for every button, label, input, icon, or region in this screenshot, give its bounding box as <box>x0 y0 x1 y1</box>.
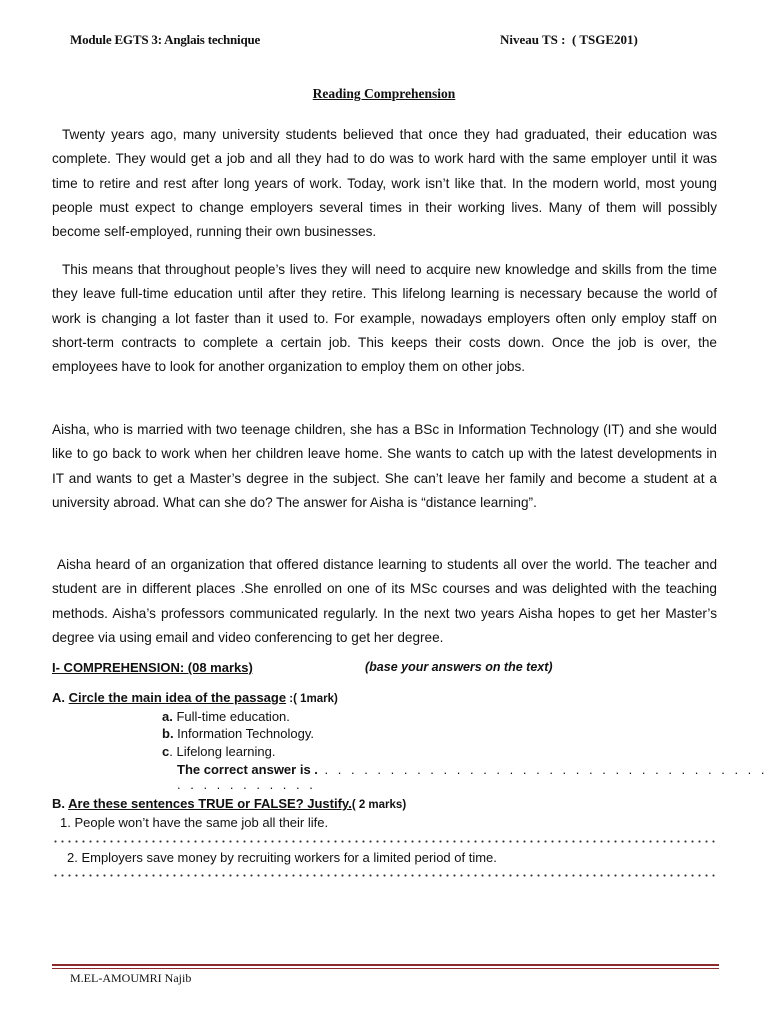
passage-paragraph-3: Aisha, who is married with two teenage children, she has a BSc in Information Technology (IT) and she would like to go back to work when her children leave home. She wants to catch up with the latest developments in IT and wants to get a Master’s degree in the subject. She can’t leave her family and become a student at a university abroad. What can she do? The answer for Aisha is “distance learning”. <box>52 422 717 510</box>
passage-paragraph-4: Aisha heard of an organization that offered distance learning to students all over the world. The teacher and student are in different places .She enrolled on one of its MSc courses and was delighted with the teaching methods. Aisha’s professors communicated regularly. In the next two years Aisha hopes to get her Master’s degree via using email and video conferencing to get her degree. <box>52 557 717 645</box>
correct-answer-dots: . . . . . . . . . . . . . . . . . . . . . . . . . . . . . . . . . . . . . . . . . . . . . <box>177 762 768 792</box>
statement-2: 2. Employers save money by recruiting workers for a limited period of time. <box>67 850 497 865</box>
correct-answer-label: The correct answer is . <box>177 762 318 777</box>
question-b-letter: B. <box>52 796 65 811</box>
option-b[interactable] <box>162 726 314 741</box>
passage-paragraph-1: Twenty years ago, many university students believed that once they had graduated, their education was complete. They would get a job and all they had to do was to work hard with the same employer until it was time to retire and rest after long years of work. Today, work isn’t like that. In the modern world, most young people must expect to change employers several times in their working lives. Many of them will possibly become self-employed, running their own businesses. <box>52 127 717 240</box>
option-a[interactable] <box>162 709 290 724</box>
passage-paragraph-2: This means that throughout people’s lives they will need to acquire new knowledge and skills from the time they leave full-time education until after they retire. This lifelong learning is necessary because the world of work is changing a lot faster than it used to. For example, nowadays employers often only employ staff on short-term contracts to complete a certain job. This keeps their costs down. Once the job is over, the employees have to look for another organization to employ them on other jobs. <box>52 262 717 375</box>
module-title: Module EGTS 3: Anglais technique <box>70 32 261 47</box>
answer-dotted-line-1[interactable] <box>52 840 717 843</box>
option-c-letter: c <box>162 744 170 759</box>
footer-author: M.EL-AMOUMRI Najib <box>70 971 192 985</box>
footer-rule-thin <box>52 968 719 969</box>
statement-1: 1. People won’t have the same job all their life. <box>60 815 329 830</box>
comprehension-title: I- COMPREHENSION: (08 marks) <box>52 660 253 675</box>
option-b-text: Information Technology. <box>173 726 314 741</box>
question-b-marks: ( 2 marks) <box>351 799 407 811</box>
option-a-text: Full-time education. <box>172 709 290 724</box>
footer-rule-thick <box>52 964 719 966</box>
option-a-letter: a. <box>162 709 173 724</box>
option-b-letter: b. <box>162 726 174 741</box>
question-b-prompt: Are these sentences TRUE or FALSE? Justify. <box>68 796 352 811</box>
question-a-letter: A. <box>52 690 65 705</box>
comprehension-note: (base your answers on the text) <box>365 660 553 674</box>
level-label: Niveau TS : ( TSGE201) <box>500 32 638 47</box>
correct-answer-line[interactable] <box>177 762 768 792</box>
question-a-prompt: Circle the main idea of the passage <box>68 690 287 705</box>
question-a <box>52 690 338 705</box>
section-title <box>0 86 768 102</box>
question-a-marks: :( 1mark) <box>286 693 338 705</box>
answer-dotted-line-2[interactable] <box>52 874 717 877</box>
option-c[interactable] <box>162 744 275 759</box>
option-c-text: . Lifelong learning. <box>169 744 276 759</box>
section-title-text: Reading Comprehension <box>312 86 456 101</box>
question-b <box>52 796 406 811</box>
